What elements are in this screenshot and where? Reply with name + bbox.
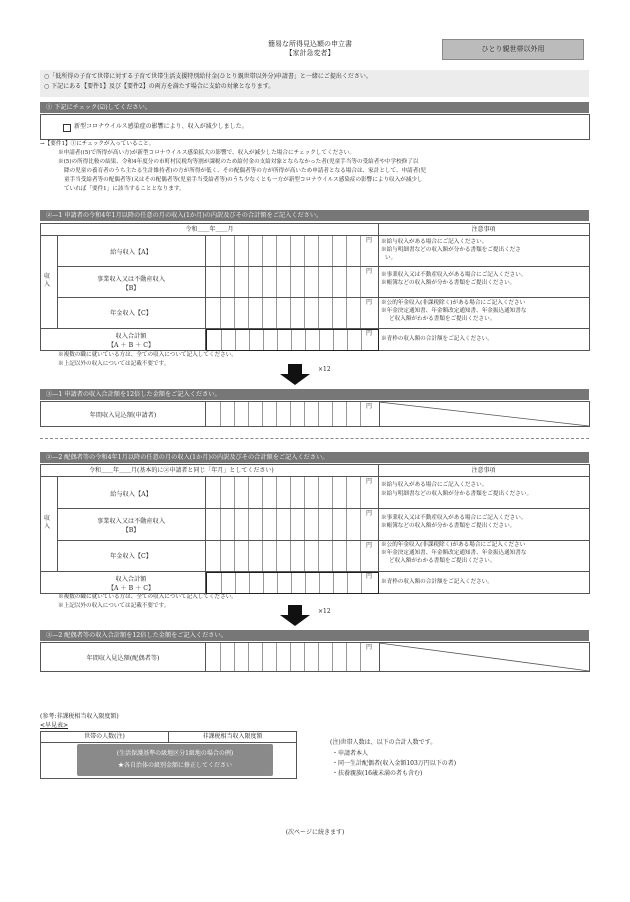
household-type-badge: ひとり親世帯以外用 bbox=[442, 39, 584, 60]
reference-col-limit: 非課税相当収入限度額 bbox=[202, 733, 263, 740]
income-side-label: 収入 bbox=[44, 515, 51, 530]
intro-box bbox=[40, 70, 589, 97]
salary-note-1: ※給与収入がある場合にご記入ください。 bbox=[381, 239, 488, 245]
section3-1-row bbox=[40, 401, 590, 427]
notes-header: 注意事項 bbox=[471, 226, 496, 233]
intro-line-2: ○ 下記にある【要件1】及び【要件2】の両方を満たす場合に支給の対象となります。 bbox=[44, 83, 275, 90]
section1-header: ① 下記にチェック(☑)してください。 bbox=[40, 102, 589, 113]
spouse-salary-input[interactable] bbox=[206, 477, 378, 508]
annual-income-applicant-input[interactable] bbox=[205, 402, 380, 426]
yen-unit: 円 bbox=[366, 330, 373, 337]
yen-unit: 円 bbox=[366, 403, 373, 410]
spouse-salary-note-1: ※給与収入がある場合にご記入ください。 bbox=[381, 482, 488, 488]
intro-line-1: ○「低所得の子育て世帯に対する子育て世帯生活支援特別給付金(ひとり親世帯以外分)申請書」と一緒にご提出ください。 bbox=[44, 73, 372, 80]
diagonal-slash bbox=[379, 643, 589, 671]
section2-1-header: ②—1 申請者の令和4年1月以降の任意の月の収入(1か月)の内訳及びその合計額をご記入ください。 bbox=[40, 210, 589, 221]
household-note-1: ・申請者本人 bbox=[332, 750, 369, 757]
yen-unit: 円 bbox=[366, 510, 373, 517]
down-arrow-icon bbox=[288, 605, 302, 615]
reference-table bbox=[40, 731, 297, 779]
section1-box bbox=[40, 114, 590, 140]
month-label: 令和＿＿年＿＿月 bbox=[185, 226, 234, 233]
spouse-business-label: 事業収入又は不動産収入 bbox=[96, 518, 166, 525]
spouse-business-note-2: ※帳簿などの収入額が分かる書類をご提出ください。 bbox=[381, 523, 516, 529]
section3-1-header: ③—1 申請者の収入合計額を12倍した金額をご記入ください。 bbox=[40, 389, 589, 400]
covid-income-checkbox[interactable] bbox=[63, 124, 71, 132]
income-side-label: 収入 bbox=[44, 273, 51, 288]
section2-1-table bbox=[40, 223, 590, 351]
yen-unit: 円 bbox=[366, 478, 373, 485]
section3-2-header: ③—2 配偶者等の収入合計額を12倍した金額をご記入ください。 bbox=[40, 630, 589, 641]
reference-subtitle: <早見表> bbox=[40, 722, 69, 729]
spouse-business-code: 【B】 bbox=[122, 527, 140, 534]
annual-income-applicant-label: 年間収入見込額(申請者) bbox=[89, 412, 157, 419]
total-income-input[interactable] bbox=[206, 329, 379, 351]
business-note-2: ※帳簿などの収入額が分かる書類をご提出ください。 bbox=[381, 280, 516, 286]
yen-unit: 円 bbox=[366, 237, 373, 244]
annual-income-spouse-label: 年間収入見込額(配偶者等) bbox=[86, 655, 160, 662]
requirement1-note-4: 童手当受給者等の配偶者等)又はその配偶者等(児童手当受給者等)のうち少なくとも一方が新型コロナウイルス感染症の影響により収入が減少し bbox=[64, 177, 423, 183]
multiplier-12: ×12 bbox=[318, 366, 331, 373]
reference-overlay bbox=[77, 744, 273, 776]
continued-footer: (次ページに続きます) bbox=[285, 829, 345, 836]
notes-header: 注意事項 bbox=[471, 467, 496, 474]
spouse-salary-label: 給与収入【A】 bbox=[110, 491, 152, 498]
spouse-pension-note-3: ど収入額がわかる書類をご提出ください。 bbox=[389, 558, 496, 564]
spouse-business-input[interactable] bbox=[206, 509, 378, 540]
household-note-title: (注)世帯人数は、以下の合計人数です。 bbox=[330, 739, 437, 746]
pension-income-label: 年金収入【C】 bbox=[110, 310, 152, 317]
spouse-pension-note-2: ※年金決定通知書、年金額改定通知書、年金振込通知書な bbox=[381, 550, 527, 556]
spouse-pension-input[interactable] bbox=[206, 541, 378, 571]
spouse-pension-label: 年金収入【C】 bbox=[110, 553, 152, 560]
salary-income-label: 給与収入【A】 bbox=[110, 249, 152, 256]
yen-unit: 円 bbox=[366, 268, 373, 275]
spouse-total-formula: 【A ＋ B ＋ C】 bbox=[107, 585, 155, 592]
reference-overlay-line-1: (生活保護基準の級地区分1級地の場合の例) bbox=[116, 750, 234, 757]
doc-subtitle: 【家計急変者】 bbox=[285, 49, 335, 57]
reference-col-household: 世帯の人数(注) bbox=[84, 733, 125, 740]
yen-unit: 円 bbox=[366, 542, 373, 549]
total-income-formula: 【A ＋ B ＋ C】 bbox=[107, 342, 155, 349]
section2-2-header: ②—2 配偶者等の令和4年1月以降の任意の月の収入(1か月)の内訳及びその合計額をご記入ください。 bbox=[40, 452, 589, 463]
section2-2-foot-2: ※上記以外の収入については記載不要です。 bbox=[58, 603, 170, 609]
pension-note-3: ど収入額がわかる書類をご提出ください。 bbox=[389, 316, 496, 322]
spouse-total-note: ※青枠の収入額の合計額をご記入ください。 bbox=[381, 579, 493, 585]
covid-income-label: 新型コロナウイルス感染症の影響により、収入が減少しました。 bbox=[74, 123, 248, 130]
pension-income-input[interactable] bbox=[206, 298, 378, 328]
requirement1-note-5: ていれば「要件1」に該当することとなります。 bbox=[64, 186, 185, 192]
household-note-2: ・同一生計配偶者(収入金額103万円以下の者) bbox=[332, 760, 457, 767]
section3-2-row bbox=[40, 642, 590, 672]
business-income-input[interactable] bbox=[206, 267, 378, 297]
yen-unit: 円 bbox=[366, 299, 373, 306]
spouse-total-input[interactable] bbox=[206, 572, 379, 594]
business-note-1: ※事業収入又は不動産収入がある場合にご記入ください。 bbox=[381, 272, 527, 278]
salary-note-3: い。 bbox=[385, 255, 397, 261]
total-income-label: 収入合計額 bbox=[115, 333, 147, 340]
down-arrow-head-icon bbox=[280, 374, 310, 385]
multiplier-12: ×12 bbox=[318, 608, 331, 615]
doc-title: 簡易な所得見込額の申立書 bbox=[268, 40, 352, 48]
section-separator bbox=[40, 438, 589, 439]
household-note-3: ・扶養親族(16歳未満の者も含む) bbox=[332, 770, 423, 777]
requirement1-note-1: ※申請者((5)で所得が高い方)が新型コロナウイルス感染拡大の影響で、収入が減少した場合にチェックしてください。 bbox=[58, 150, 355, 156]
pension-note-1: ※公的年金収入(非課税除く)がある場合にご記入ください bbox=[381, 300, 526, 306]
diagonal-slash bbox=[379, 402, 589, 426]
down-arrow-icon bbox=[288, 364, 302, 374]
spouse-pension-note-1: ※公的年金収入(非課税除く)がある場合にご記入ください bbox=[381, 542, 526, 548]
requirement1-note-2: ※(5)の所得比較の結果、令和4年度分の市町村民税均等割が課税のため給付金の支給対象とならなかった者(児童手当等の受給者や中学校修了以 bbox=[58, 159, 419, 165]
section2-2-table bbox=[40, 464, 590, 594]
yen-unit: 円 bbox=[366, 644, 373, 651]
yen-unit: 円 bbox=[366, 573, 373, 580]
spouse-salary-note-2: ※給与明細書などの収入額が分かる書類をご提出ください。 bbox=[381, 491, 533, 497]
annual-income-spouse-input[interactable] bbox=[205, 643, 380, 671]
business-income-label: 事業収入又は不動産収入 bbox=[96, 276, 166, 283]
reference-title: (参考:非課税相当収入限度額) bbox=[40, 713, 119, 720]
down-arrow-head-icon bbox=[280, 615, 310, 626]
section2-1-foot-1: ※複数の職に就いている方は、全ての収入について記入してください。 bbox=[58, 352, 237, 358]
pension-note-2: ※年金決定通知書、年金額改定通知書、年金振込通知書な bbox=[381, 308, 527, 314]
salary-income-input[interactable] bbox=[206, 236, 378, 266]
section2-1-foot-2: ※上記以外の収入については記載不要です。 bbox=[58, 361, 170, 367]
month-label-spouse: 令和＿＿年＿＿月(基本的に②申請者と同じ「年月」としてください) bbox=[89, 467, 274, 474]
spouse-total-label: 収入合計額 bbox=[115, 576, 147, 583]
section2-2-foot-1: ※複数の職に就いている方は、全ての収入について記入してください。 bbox=[58, 594, 237, 600]
spouse-business-note-1: ※事業収入又は不動産収入がある場合にご記入ください。 bbox=[381, 515, 527, 521]
total-note: ※青枠の収入額の合計額をご記入ください。 bbox=[381, 336, 493, 342]
reference-overlay-line-2: ★各自治体の級別金額に修正してください bbox=[117, 762, 232, 769]
salary-note-2: ※給与明細書などの収入額が分かる書類をご提出くださ bbox=[381, 247, 521, 253]
business-income-code: 【B】 bbox=[122, 285, 140, 292]
requirement1-head: →【要件1】①にチェックが入っていること。 bbox=[40, 141, 155, 147]
requirement1-note-3: 降の児童の養育者のうち主たる生計維持者)の方が所得が低く、その配偶者等の方が所得が高いため申請者となる場合は、家計として、申請者(児 bbox=[64, 168, 427, 174]
